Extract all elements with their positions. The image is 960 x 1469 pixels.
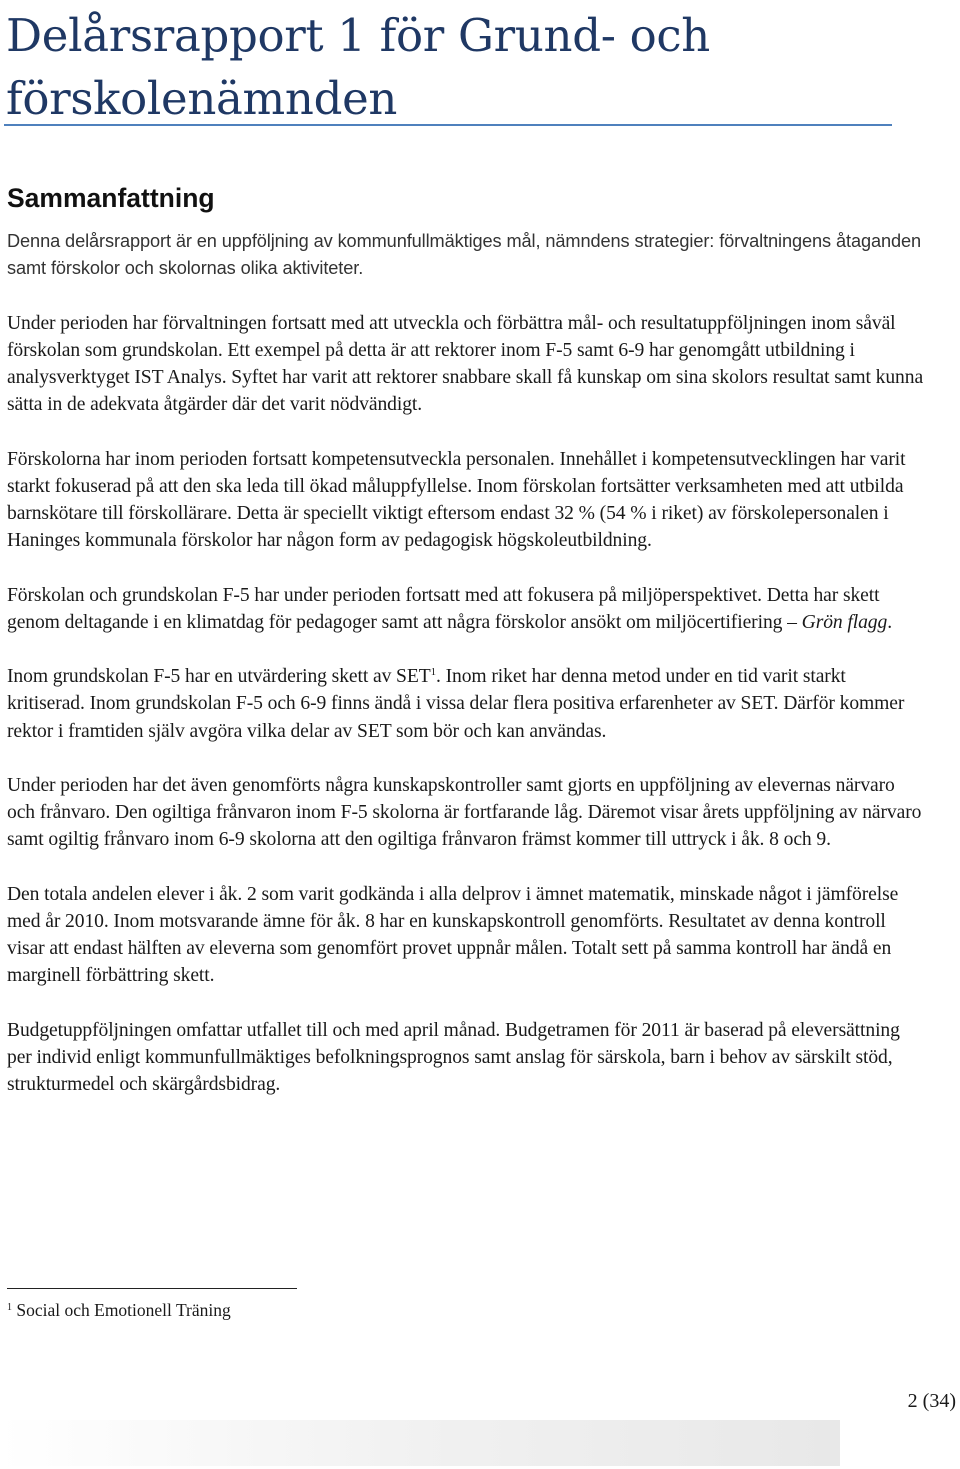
paragraph-intro: Denna delårsrapport är en uppföljning av kommunfullmäktiges mål, nämndens strategier: förvaltningens åtaganden samt förskolor och skolornas olika aktiviteter. [7,231,922,279]
paragraph-followup: Under perioden har förvaltningen fortsatt med att utveckla och förbättra mål- och resultatuppföljningen inom såväl förskolan som grundskolan. Ett exempel på detta är att rektorer inom F-5 samt 6-9 har genomgått utbildning i analysverktyget IST Analys. Syftet har varit att rektorer snabbare skall få kunskap om sina skolors resultat samt kunna sätta in de adekvata åtgärder där det varit nödvändigt. [7,312,924,416]
paragraph-preschool: Förskolorna har inom perioden fortsatt kompetensutveckla personalen. Innehållet i kompetensutvecklingen har varit starkt fokuserad på att den ska leda till ökad måluppfyllelse. Inom förskolan fortsätter verksamheten med att utbilda barnskötare till förskollärare. Detta är speciellt viktigt eftersom endast 32 % (54 % i riket) av förskolepersonalen i Haninges kommunala förskolor har någon form av pedagogisk högskoleutbildning. [7,448,906,552]
title-line-2: förskolenämnden [6,72,398,125]
title-underline [4,124,892,126]
page-number: 2 (34) [907,1390,956,1412]
green-flag-term: Grön flagg [801,611,888,633]
footnote-marker: 1 [7,1302,12,1313]
footer-band [0,1420,840,1466]
paragraph-set [7,663,927,745]
footnote-separator [7,1288,297,1289]
footnote-reference[interactable]: 1 [430,666,437,679]
paragraph-environment-text: Förskolan och grundskolan F-5 har under perioden fortsatt med att fokusera på miljöperspektivet. Detta har skett genom deltagande i en klimatdag för pedagoger samt att några förskolor ansökt om miljöcertifiering – [7,584,880,633]
title-line-1: Delårsrapport 1 för Grund- och [6,9,710,62]
footnote [7,1300,231,1321]
body-text [7,228,927,1126]
footnote-text: Social och Emotionell Träning [12,1300,231,1320]
paragraph-environment [7,582,927,636]
paragraph-set-after: . Inom riket har denna metod under en tid varit starkt kritiserad. Inom grundskolan F-5 och 6-9 finns ändå i vissa delar flera positiva erfarenheter av SET. Därför kommer rektor i framtiden själv avgöra vilka delar av SET som bör och kan användas. [7,666,905,742]
paragraph-math: Den totala andelen elever i åk. 2 som varit godkända i alla delprov i ämnet matematik, minskade något i jämförelse med år 2010. Inom motsvarande ämne för åk. 8 har en kunskapskontroll genomförts. Resultatet av denna kontroll visar att endast hälften av eleverna som genomfört provet uppnår målen. Totalt sett på samma kontroll har ändå en marginell förbättring skett. [7,883,899,987]
paragraph-environment-end: . [887,611,892,633]
document-title [6,4,926,130]
paragraph-attendance: Under perioden har det även genomförts några kunskapskontroller samt gjorts en uppföljning av elevernas närvaro och frånvaro. Den ogiltiga frånvaron inom F-5 skolorna är fortfarande låg. Däremot visar årets uppföljning av närvaro samt ogiltig frånvaro inom 6-9 skolorna att den ogiltiga frånvaron främst kommer till uttryck i åk. 8 och 9. [7,774,922,851]
paragraph-budget: Budgetuppföljningen omfattar utfallet till och med april månad. Budgetramen för 2011 är baserad på eleversättning per individ enligt kommunfullmäktiges befolkningsprognos samt anslag för särskola, barn i behov av särskilt stöd, strukturmedel och skärgårdsbidrag. [7,1019,900,1096]
section-heading: Sammanfattning [7,183,215,213]
paragraph-set-before: Inom grundskolan F-5 har en utvärdering skett av SET [7,666,431,688]
